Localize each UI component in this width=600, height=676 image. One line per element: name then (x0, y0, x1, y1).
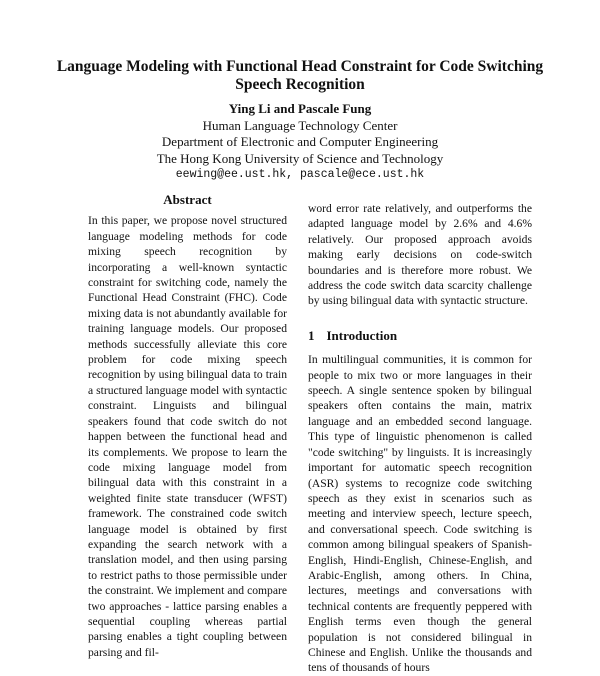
abstract-text: In this paper, we propose novel structured language modeling methods for code mixing speech recognition by incorporating a well-known syntactic constraint for switching code, namely the Functional Head Constraint (FHC). Code mixing data is not abundantly available for training language models. Our proposed methods successfully alleviate this core problem for code mixing speech recognition by using bilingual data to train a structured language model with syntactic constraint. Linguists and bilingual speakers found that code switch do not happen between the functional head and its complements. We propose to learn the code mixing language model from bilingual data with this constraint in a weighted finite state transducer (WFST) framework. The constrained code switch language model is obtained by first expanding the search network with a translation model, and then using parsing to restrict paths to those permissible under the constraint. We implement and compare two approaches - lattice parsing enables a sequential coupling whereas partial parsing enables a tight coupling between parsing and fil- (88, 214, 287, 659)
introduction-heading (308, 328, 532, 343)
abstract-text-continued: word error rate relatively, and outperforms the adapted language model by 2.6% and 4.6% relatively. Our proposed approach avoids making early decisions on code-switch boundaries and is therefore more robust. We address the code switch data scarcity challenge by using bilingual data with syntactic structure. (308, 202, 532, 308)
abstract-heading: Abstract (163, 192, 212, 207)
author-emails: eewing@ee.ust.hk, pascale@ece.ust.hk (175, 168, 425, 181)
section-title: Introduction (326, 327, 398, 343)
introduction-text: In multilingual communities, it is common for people to mix two or more languages in their speech. A single sentence spoken by bilingual speakers often contains the main, matrix language and an embedded second language. This type of linguistic phenomenon is called "code switching" by linguists. It is increasingly important for automatic speech recognition (ASR) systems to recognize code switching speech as they exist in scenarios such as meeting and interview speech, lecture speech, and conversational speech. Code switching is common among bilingual speakers of Spanish-English, Hindi-English, Chinese-English, and Arabic-English, among others. In China, lectures, meetings and conversations with technical contents are frequently peppered with English terms even though the general population is not considered bilingual in Chinese and English. Unlike the thousands and tens of thousands of hours (308, 353, 532, 675)
author-block (60, 101, 540, 184)
author-names: Ying Li and Pascale Fung (228, 101, 372, 116)
right-column (308, 201, 532, 676)
affiliation-center: Human Language Technology Center (202, 117, 398, 133)
left-column (88, 192, 287, 660)
affiliation-university: The Hong Kong University of Science and Technology (156, 150, 444, 166)
section-number: 1 (308, 327, 315, 343)
affiliation-department: Department of Electronic and Computer Engineering (161, 134, 439, 149)
paper-title: Language Modeling with Functional Head Constraint for Code Switching Speech Recognition (56, 58, 544, 93)
